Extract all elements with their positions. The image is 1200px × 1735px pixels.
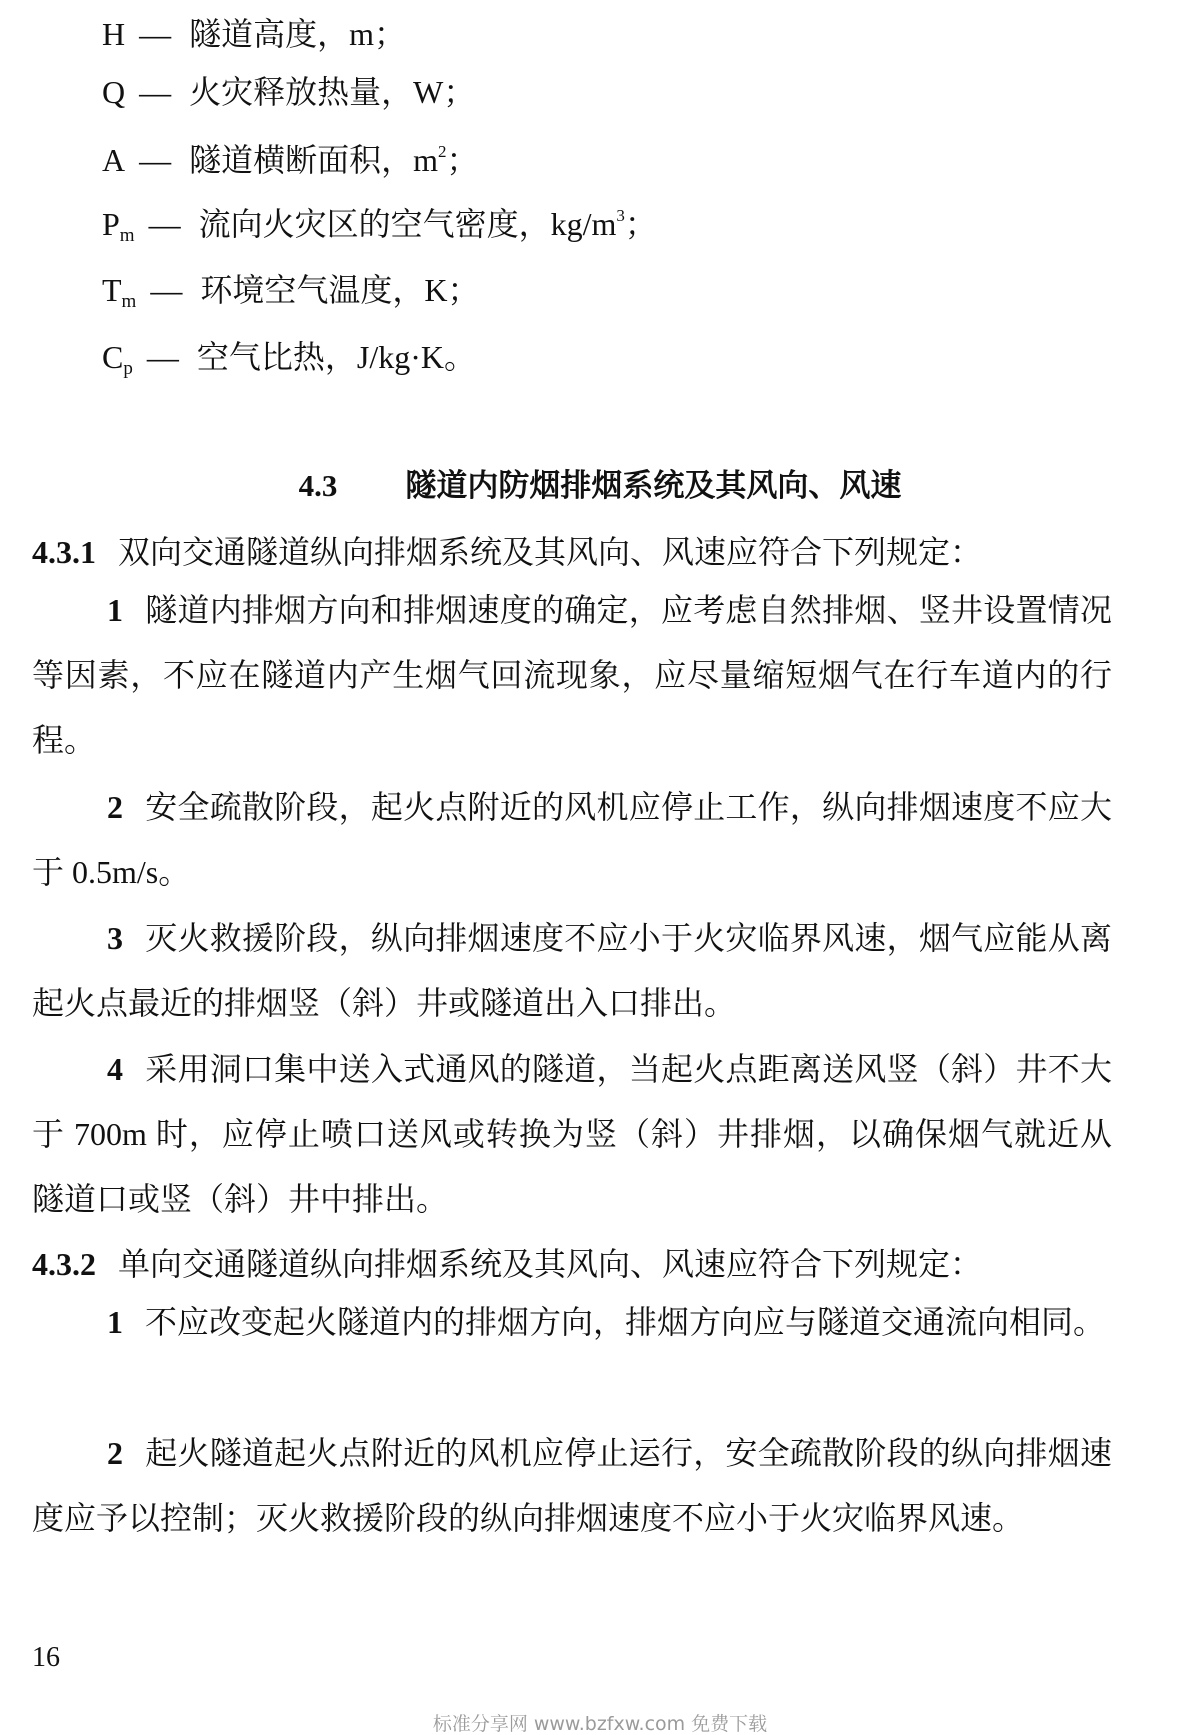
- item-number: 4: [107, 1051, 123, 1087]
- clause-text: 单向交通隧道纵向排烟系统及其风向、风速应符合下列规定：: [118, 1246, 983, 1282]
- variable-symbol: T: [102, 272, 122, 308]
- section-number: 4.3: [298, 468, 338, 503]
- variable-description: 环境空气温度，: [200, 272, 425, 308]
- clause-item: [32, 775, 1112, 905]
- variable-description: 空气比热，: [196, 339, 357, 375]
- clause-item: [32, 578, 1112, 773]
- variable-end-punct: ；: [374, 16, 407, 52]
- clause-heading: [32, 1244, 982, 1284]
- item-text: 起火隧道起火点附近的风机应停止运行，安全疏散阶段的纵向排烟速度应予以控制；灭火救援阶段的纵向排烟速度不应小于火灾临界风速。: [32, 1435, 1112, 1536]
- variable-subscript: m: [121, 291, 137, 312]
- variable-definition: [102, 14, 406, 54]
- variable-superscript: 3: [616, 206, 625, 225]
- clause-number: 4.3.1: [32, 534, 96, 570]
- clause-heading: [32, 532, 982, 572]
- variable-dash: —: [139, 74, 172, 110]
- variable-unit: m: [413, 142, 439, 178]
- clause-text: 双向交通隧道纵向排烟系统及其风向、风速应符合下列规定：: [118, 534, 983, 570]
- item-number: 1: [107, 1304, 123, 1340]
- variable-description: 隧道高度，: [189, 16, 350, 52]
- variable-description: 火灾释放热量，: [189, 74, 414, 110]
- item-text: 灭火救援阶段，纵向排烟速度不应小于火灾临界风速，烟气应能从离起火点最近的排烟竖（斜）井或隧道出入口排出。: [32, 920, 1112, 1021]
- variable-dash: —: [146, 339, 179, 375]
- variable-dash: —: [139, 142, 172, 178]
- item-text: 采用洞口集中送入式通风的隧道，当起火点距离送风竖（斜）井不大于 700m 时，应停止喷口送风或转换为竖（斜）井排烟，以确保烟气就近从隧道口或竖（斜）井中排出。: [32, 1051, 1112, 1217]
- variable-end-punct: ；: [446, 142, 479, 178]
- variable-end-punct: 。: [443, 339, 476, 375]
- variable-unit: kg/m: [550, 206, 617, 242]
- variable-dash: —: [148, 206, 181, 242]
- variable-symbol: H: [102, 16, 126, 52]
- variable-dash: —: [139, 16, 172, 52]
- variable-symbol: P: [102, 206, 120, 242]
- variable-definition: [102, 270, 479, 310]
- variable-unit: K: [424, 272, 448, 308]
- item-number: 2: [107, 1435, 123, 1471]
- variable-symbol: Q: [102, 74, 126, 110]
- page-number: 16: [32, 1642, 60, 1673]
- variable-unit: m: [349, 16, 375, 52]
- clause-number: 4.3.2: [32, 1246, 96, 1282]
- variable-unit: W: [413, 74, 444, 110]
- variable-definition: [102, 72, 475, 112]
- item-number: 2: [107, 789, 123, 825]
- variable-unit: J/kg·K: [356, 339, 444, 375]
- variable-end-punct: ；: [443, 74, 476, 110]
- variable-superscript: 2: [438, 142, 447, 161]
- item-text: 不应改变起火隧道内的排烟方向，排烟方向应与隧道交通流向相同。: [145, 1304, 1106, 1340]
- variable-definition: [102, 204, 657, 244]
- item-text: 安全疏散阶段，起火点附近的风机应停止工作，纵向排烟速度不应大于 0.5m/s。: [32, 789, 1112, 890]
- variable-dash: —: [150, 272, 183, 308]
- item-text: 隧道内排烟方向和排烟速度的确定，应考虑自然排烟、竖井设置情况等因素，不应在隧道内产生烟气回流现象，应尽量缩短烟气在行车道内的行程。: [32, 592, 1112, 758]
- clause-item: [32, 906, 1112, 1036]
- variable-definition: [102, 337, 476, 377]
- clause-item: [32, 1421, 1112, 1551]
- clause-item: [32, 1037, 1112, 1232]
- variable-description: 流向火灾区的空气密度，: [198, 206, 551, 242]
- item-number: 3: [107, 920, 123, 956]
- variable-symbol: A: [102, 142, 126, 178]
- variable-subscript: m: [119, 225, 135, 246]
- section-title-text: 隧道内防烟排烟系统及其风向、风速: [405, 468, 902, 504]
- variable-end-punct: ；: [624, 206, 657, 242]
- variable-symbol: C: [102, 339, 124, 375]
- item-number: 1: [107, 592, 123, 628]
- variable-subscript: p: [123, 358, 133, 379]
- variable-definition: [102, 140, 479, 180]
- section-heading: [0, 466, 1200, 506]
- variable-end-punct: ；: [447, 272, 480, 308]
- watermark: 标准分享网 www.bzfxw.com 免费下载: [432, 1713, 768, 1735]
- variable-description: 隧道横断面积，: [189, 142, 414, 178]
- clause-item: [32, 1290, 1112, 1355]
